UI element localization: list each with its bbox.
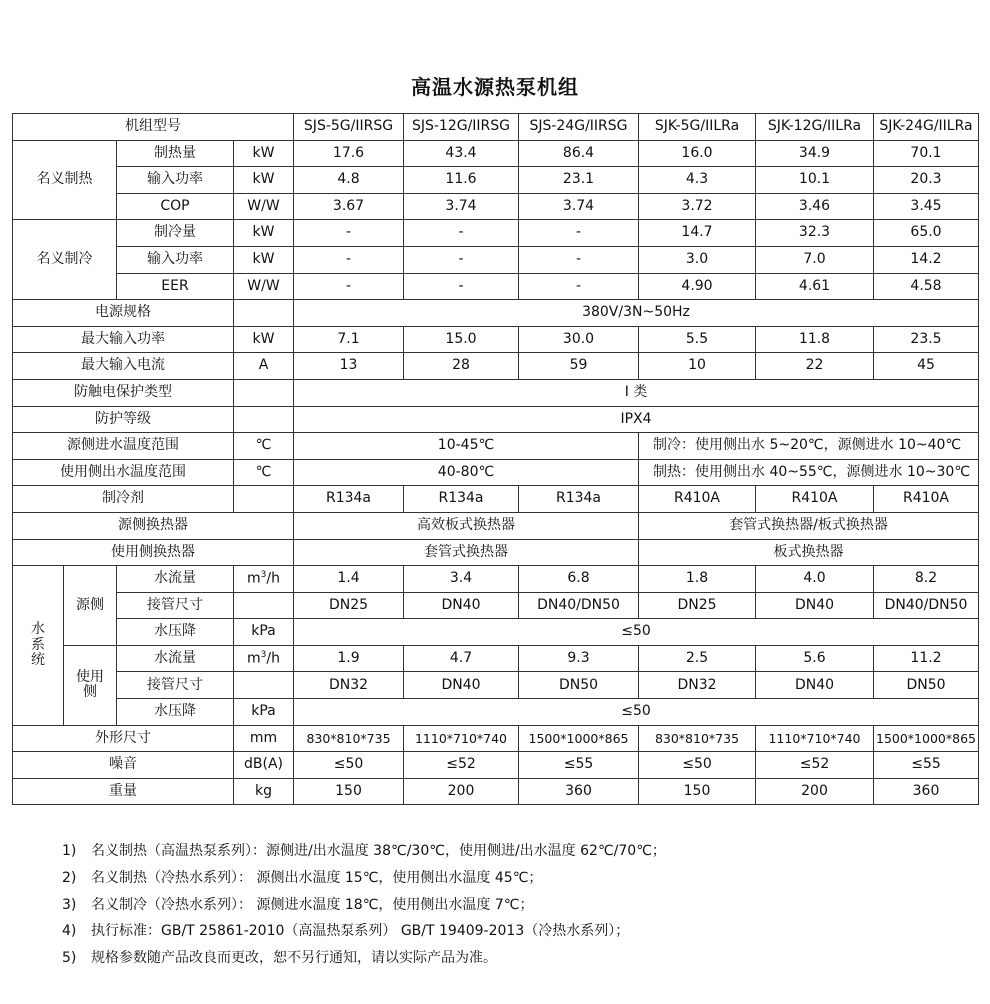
param-name: 输入功率	[117, 246, 234, 273]
value-cell: 1500*1000*865	[874, 725, 979, 752]
param-name: 水压降	[117, 699, 234, 726]
value-cell: 7.1	[294, 326, 404, 353]
unit-tail: /h	[266, 650, 280, 667]
value-cell: 11.2	[874, 645, 979, 672]
value-cell: 17.6	[294, 140, 404, 167]
note-item	[62, 865, 962, 892]
param-name: 水流量	[117, 566, 234, 593]
value-cell: 65.0	[874, 220, 979, 247]
value-cell: 45	[874, 353, 979, 380]
noise-row	[13, 752, 979, 779]
param-name: 使用侧换热器	[13, 539, 294, 566]
value-cell: I 类	[294, 379, 979, 406]
water-system-label	[13, 566, 64, 726]
param-name: 电源规格	[13, 300, 234, 327]
note-text: 名义制热（冷热水系列）： 源侧出水温度 15℃，使用侧出水温度 45℃；	[91, 869, 543, 886]
value-cell: 16.0	[639, 140, 756, 167]
value-cell: 23.1	[519, 167, 639, 194]
param-unit	[234, 300, 294, 327]
cooling-row	[13, 273, 979, 300]
value-cell: DN40	[404, 592, 519, 619]
value-cell: 3.74	[519, 193, 639, 220]
value-cell: DN32	[294, 672, 404, 699]
param-unit: ℃	[234, 433, 294, 460]
value-cell: DN32	[639, 672, 756, 699]
use-side-char: 侧	[83, 684, 97, 701]
param-unit: kW	[234, 326, 294, 353]
water-group-char: 统	[31, 652, 45, 669]
value-cell: -	[294, 220, 404, 247]
value-cell: 3.0	[639, 246, 756, 273]
value-cell: 150	[639, 778, 756, 805]
model-header: SJK-24G/IILRa	[874, 114, 979, 141]
value-cell: 10-45℃	[294, 433, 639, 460]
unit-base: m	[247, 650, 261, 667]
unit-tail: /h	[266, 570, 280, 587]
param-name: 源侧进水温度范围	[13, 433, 234, 460]
value-cell: -	[519, 220, 639, 247]
value-cell: 43.4	[404, 140, 519, 167]
value-cell: 4.3	[639, 167, 756, 194]
value-cell: 3.45	[874, 193, 979, 220]
value-cell: 1110*710*740	[756, 725, 874, 752]
param-unit: kPa	[234, 699, 294, 726]
param-unit	[234, 486, 294, 513]
value-cell: 22	[756, 353, 874, 380]
value-cell: 23.5	[874, 326, 979, 353]
value-cell: 高效板式换热器	[294, 512, 639, 539]
water-group-char: 水	[31, 621, 45, 638]
value-cell: 4.7	[404, 645, 519, 672]
unit-base: m	[247, 570, 261, 587]
value-cell: 11.8	[756, 326, 874, 353]
note-text: 名义制冷（冷热水系列）： 源侧进水温度 18℃，使用侧出水温度 7℃；	[91, 896, 534, 913]
value-cell: ≤55	[519, 752, 639, 779]
spec-table	[12, 113, 979, 805]
value-cell: DN50	[519, 672, 639, 699]
value-cell: 套管式换热器/板式换热器	[639, 512, 979, 539]
value-cell: R410A	[639, 486, 756, 513]
value-cell: 3.72	[639, 193, 756, 220]
value-cell: 86.4	[519, 140, 639, 167]
value-cell: 200	[756, 778, 874, 805]
value-cell: 10	[639, 353, 756, 380]
model-header: SJS-5G/IIRSG	[294, 114, 404, 141]
value-cell: 14.2	[874, 246, 979, 273]
value-cell: ≤50	[294, 699, 979, 726]
value-cell: DN40/DN50	[519, 592, 639, 619]
param-unit: ℃	[234, 459, 294, 486]
value-cell: ≤50	[294, 619, 979, 646]
param-name: 水流量	[117, 645, 234, 672]
param-name: 制冷剂	[13, 486, 234, 513]
header-row	[13, 114, 979, 141]
protection-grade-row	[13, 406, 979, 433]
value-cell: DN25	[639, 592, 756, 619]
cooling-row	[13, 246, 979, 273]
note-item	[62, 838, 962, 865]
source-temp-row	[13, 433, 979, 460]
cooling-row	[13, 220, 979, 247]
value-cell: 1.9	[294, 645, 404, 672]
value-cell: DN40	[756, 592, 874, 619]
value-cell: 830*810*735	[294, 725, 404, 752]
value-cell: 4.90	[639, 273, 756, 300]
param-unit: kPa	[234, 619, 294, 646]
value-cell: 28	[404, 353, 519, 380]
param-unit: W/W	[234, 273, 294, 300]
value-cell: ≤52	[404, 752, 519, 779]
value-cell: 8.2	[874, 566, 979, 593]
param-name: 外形尺寸	[13, 725, 234, 752]
water-flow-row	[13, 645, 979, 672]
refrigerant-row	[13, 486, 979, 513]
param-name: 接管尺寸	[117, 672, 234, 699]
value-cell: 14.7	[639, 220, 756, 247]
value-cell: 4.58	[874, 273, 979, 300]
model-header: SJS-24G/IIRSG	[519, 114, 639, 141]
value-cell: -	[404, 246, 519, 273]
param-unit: kW	[234, 246, 294, 273]
value-cell: -	[519, 246, 639, 273]
note-number: 4)	[62, 923, 77, 940]
value-cell: DN40/DN50	[874, 592, 979, 619]
value-cell: 9.3	[519, 645, 639, 672]
model-header: SJK-12G/IILRa	[756, 114, 874, 141]
water-pipe-row	[13, 592, 979, 619]
param-name: 最大输入电流	[13, 353, 234, 380]
value-cell: 1110*710*740	[404, 725, 519, 752]
heating-row	[13, 140, 979, 167]
value-cell: 59	[519, 353, 639, 380]
note-text: 名义制热（高温热泵系列）：源侧进/出水温度 38℃/30℃，使用侧进/出水温度 62℃/70℃；	[91, 843, 666, 859]
use-side-char: 使用	[76, 668, 104, 685]
value-cell: 15.0	[404, 326, 519, 353]
value-cell: DN25	[294, 592, 404, 619]
param-name: 最大输入功率	[13, 326, 234, 353]
model-header: SJK-5G/IILRa	[639, 114, 756, 141]
heating-row	[13, 193, 979, 220]
param-name: 防护等级	[13, 406, 234, 433]
value-cell: -	[519, 273, 639, 300]
value-cell: 70.1	[874, 140, 979, 167]
value-cell: 4.0	[756, 566, 874, 593]
param-unit: kW	[234, 140, 294, 167]
heating-row	[13, 167, 979, 194]
use-side-label	[64, 645, 117, 725]
power-supply-row	[13, 300, 979, 327]
unit-sup: 3	[260, 649, 267, 660]
param-unit: A	[234, 353, 294, 380]
value-cell: 5.5	[639, 326, 756, 353]
param-name: COP	[117, 193, 234, 220]
water-flow-row	[13, 566, 979, 593]
value-cell: 3.46	[756, 193, 874, 220]
use-hx-row	[13, 539, 979, 566]
param-name: 使用侧出水温度范围	[13, 459, 234, 486]
value-cell: 4.61	[756, 273, 874, 300]
value-cell: R134a	[519, 486, 639, 513]
value-cell: 1.4	[294, 566, 404, 593]
value-cell: 150	[294, 778, 404, 805]
value-cell: 40-80℃	[294, 459, 639, 486]
note-number: 5)	[62, 950, 77, 967]
water-drop-row	[13, 619, 979, 646]
note-item	[62, 945, 962, 972]
value-cell: R134a	[404, 486, 519, 513]
value-cell: -	[294, 273, 404, 300]
value-cell: ≤52	[756, 752, 874, 779]
param-unit: dB(A)	[234, 752, 294, 779]
value-cell: 套管式换热器	[294, 539, 639, 566]
dimensions-row	[13, 725, 979, 752]
max-power-row	[13, 326, 979, 353]
value-cell: ≤55	[874, 752, 979, 779]
value-cell: -	[294, 246, 404, 273]
param-unit: W/W	[234, 193, 294, 220]
note-item	[62, 892, 962, 919]
model-header: SJS-12G/IIRSG	[404, 114, 519, 141]
value-cell: 制冷：使用侧出水 5~20℃，源侧进水 10~40℃	[639, 433, 979, 460]
note-text: 执行标准：GB/T 25861-2010（高温热泵系列） GB/T 19409-2013（冷热水系列）；	[91, 923, 630, 940]
value-cell: DN50	[874, 672, 979, 699]
value-cell: 360	[874, 778, 979, 805]
param-name: 接管尺寸	[117, 592, 234, 619]
source-side-label: 源侧	[64, 566, 117, 646]
param-name: 制热量	[117, 140, 234, 167]
param-unit	[234, 406, 294, 433]
note-item	[62, 918, 962, 945]
value-cell: R134a	[294, 486, 404, 513]
value-cell: ≤50	[639, 752, 756, 779]
param-name: 制冷量	[117, 220, 234, 247]
value-cell: 34.9	[756, 140, 874, 167]
value-cell: 10.1	[756, 167, 874, 194]
value-cell: 5.6	[756, 645, 874, 672]
param-unit	[234, 379, 294, 406]
param-unit	[234, 592, 294, 619]
value-cell: -	[404, 273, 519, 300]
value-cell: 2.5	[639, 645, 756, 672]
water-group-char: 系	[31, 636, 45, 653]
value-cell: 30.0	[519, 326, 639, 353]
value-cell: DN40	[404, 672, 519, 699]
water-drop-row	[13, 699, 979, 726]
param-unit	[234, 566, 294, 593]
notes-section	[62, 838, 962, 972]
value-cell: 380V/3N~50Hz	[294, 300, 979, 327]
param-unit: kW	[234, 167, 294, 194]
shock-protection-row	[13, 379, 979, 406]
value-cell: 3.67	[294, 193, 404, 220]
param-name: 重量	[13, 778, 234, 805]
note-number: 1)	[62, 843, 77, 859]
max-current-row	[13, 353, 979, 380]
value-cell: 11.6	[404, 167, 519, 194]
param-name: EER	[117, 273, 234, 300]
value-cell: 7.0	[756, 246, 874, 273]
value-cell: 32.3	[756, 220, 874, 247]
value-cell: 360	[519, 778, 639, 805]
value-cell: R410A	[874, 486, 979, 513]
value-cell: DN40	[756, 672, 874, 699]
param-unit: kW	[234, 220, 294, 247]
model-label: 机组型号	[13, 114, 294, 141]
param-unit	[234, 645, 294, 672]
param-unit: kg	[234, 778, 294, 805]
weight-row	[13, 778, 979, 805]
param-name: 防触电保护类型	[13, 379, 234, 406]
heating-group-label: 名义制热	[13, 140, 117, 220]
value-cell: 3.4	[404, 566, 519, 593]
unit-sup: 3	[260, 569, 267, 580]
water-pipe-row	[13, 672, 979, 699]
value-cell: IPX4	[294, 406, 979, 433]
param-name: 噪音	[13, 752, 234, 779]
value-cell: 4.8	[294, 167, 404, 194]
use-temp-row	[13, 459, 979, 486]
value-cell: R410A	[756, 486, 874, 513]
source-hx-row	[13, 512, 979, 539]
value-cell: 1.8	[639, 566, 756, 593]
note-text: 规格参数随产品改良而更改，恕不另行通知，请以实际产品为准。	[91, 950, 497, 967]
value-cell: 3.74	[404, 193, 519, 220]
value-cell: 6.8	[519, 566, 639, 593]
param-unit: mm	[234, 725, 294, 752]
note-number: 3)	[62, 896, 77, 913]
param-name: 输入功率	[117, 167, 234, 194]
value-cell: 板式换热器	[639, 539, 979, 566]
param-name: 源侧换热器	[13, 512, 294, 539]
param-unit	[234, 672, 294, 699]
note-number: 2)	[62, 869, 77, 886]
param-name: 水压降	[117, 619, 234, 646]
value-cell: ≤50	[294, 752, 404, 779]
value-cell: 13	[294, 353, 404, 380]
value-cell: 20.3	[874, 167, 979, 194]
value-cell: 制热：使用侧出水 40~55℃，源侧进水 10~30℃	[639, 459, 979, 486]
value-cell: 830*810*735	[639, 725, 756, 752]
value-cell: 1500*1000*865	[519, 725, 639, 752]
page-title: 高温水源热泵机组	[411, 75, 579, 99]
cooling-group-label: 名义制冷	[13, 220, 117, 300]
value-cell: 200	[404, 778, 519, 805]
value-cell: -	[404, 220, 519, 247]
